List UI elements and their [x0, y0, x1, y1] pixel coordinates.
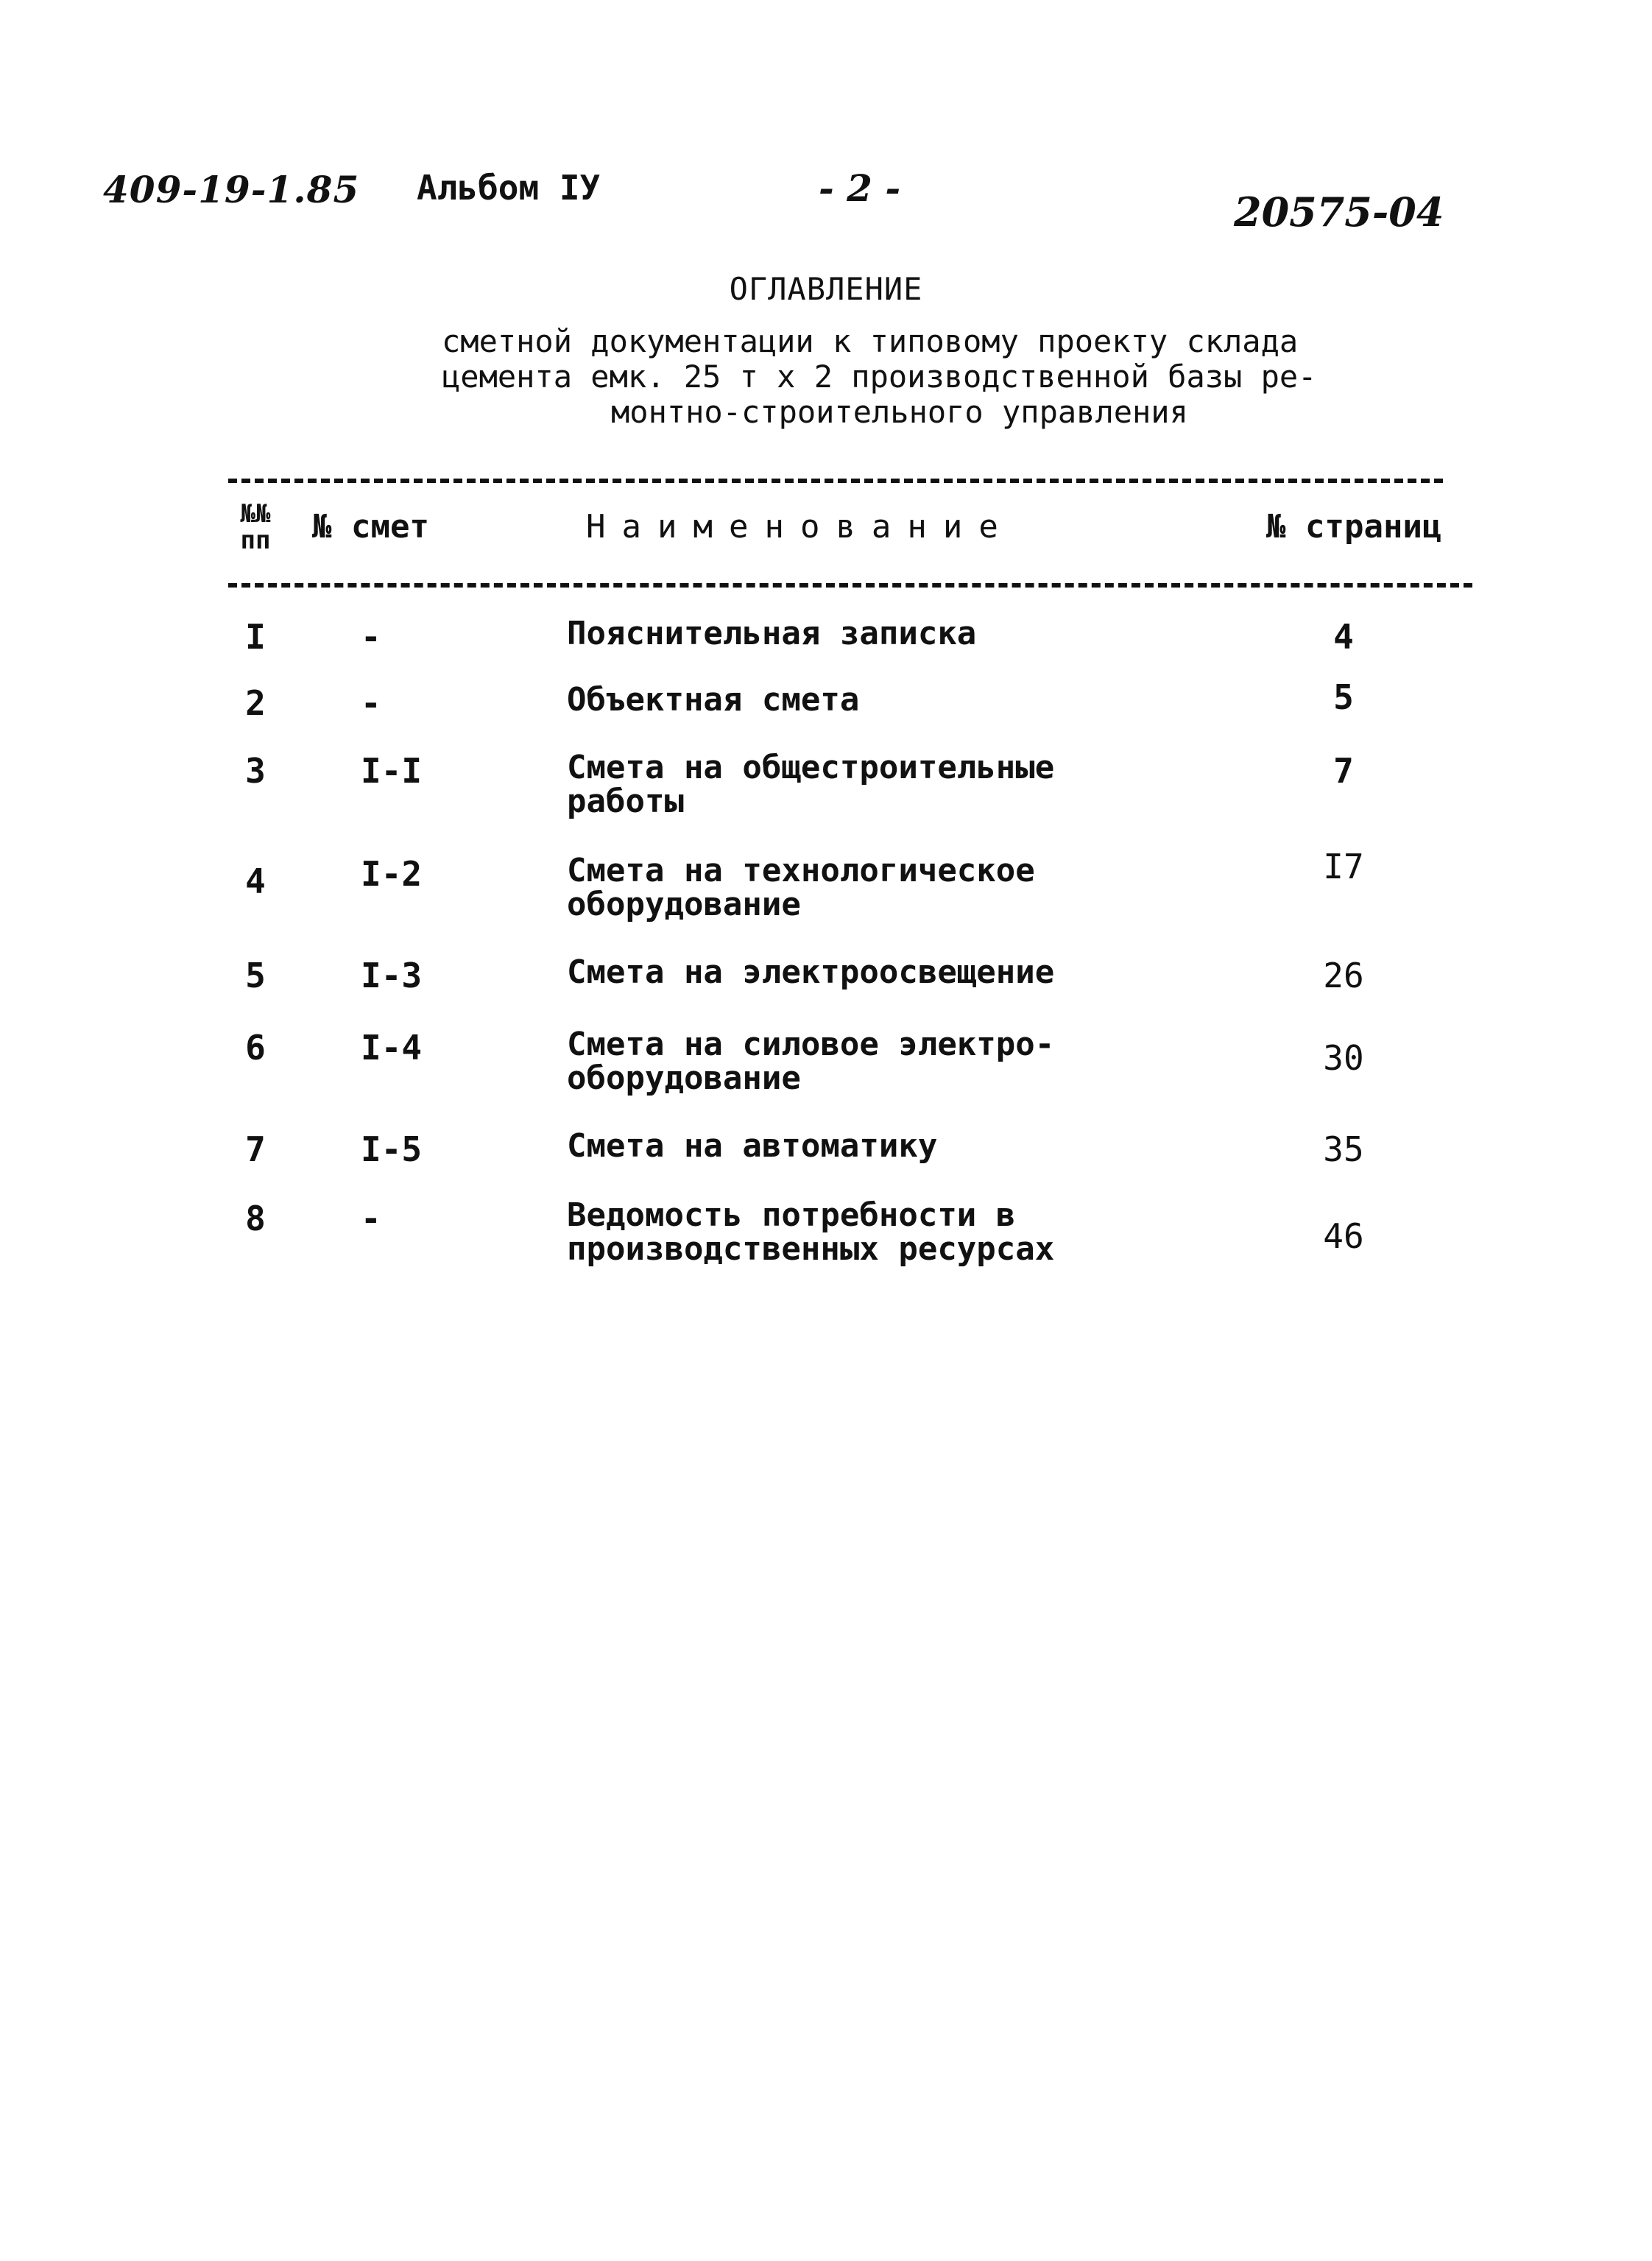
subtitle-line: цемента емк. 25 т х 2 производственной базы ре-: [442, 359, 1317, 395]
table-top-rule: [228, 479, 1443, 483]
row-number: 7: [245, 1129, 266, 1169]
row-estimate: -: [361, 617, 381, 657]
row-estimate: I-2: [361, 854, 423, 894]
row-number: 2: [245, 683, 266, 723]
page-number: - 2 -: [819, 166, 901, 210]
row-name: Объектная смета: [567, 681, 860, 719]
album-label: Альбом IУ: [417, 168, 601, 208]
row-estimate: I-3: [361, 956, 423, 995]
subtitle: [442, 324, 1487, 430]
row-page: 46: [1323, 1216, 1364, 1256]
page-title: ОГЛАВЛЕНИЕ: [729, 271, 923, 307]
row-page: 35: [1323, 1129, 1364, 1169]
row-name: Смета на электроосвещение: [567, 953, 1055, 991]
row-number: 4: [245, 861, 266, 901]
row-name: Смета на силовое электро- оборудование: [567, 1026, 1055, 1097]
row-page: 7: [1333, 751, 1354, 791]
row-page: 26: [1323, 956, 1364, 995]
row-estimate: -: [361, 683, 381, 723]
row-page: 4: [1333, 617, 1354, 657]
row-name: Ведомость потребности в производственных ресурсах: [567, 1196, 1055, 1268]
row-name: Пояснительная записка: [567, 615, 977, 652]
row-page: 5: [1333, 677, 1354, 717]
subtitle-line: сметной документации к типовому проекту склада: [442, 323, 1299, 359]
table-header-rule: [228, 583, 1472, 588]
row-page: 30: [1323, 1038, 1364, 1078]
column-header-name: Наименование: [586, 508, 1014, 546]
row-number: 5: [245, 956, 266, 995]
subtitle-line: монтно-строительного управления: [611, 394, 1188, 430]
document-number: 20575-04: [1234, 188, 1444, 236]
row-number: 3: [245, 751, 266, 791]
row-name: Смета на автоматику: [567, 1127, 938, 1165]
row-number: 8: [245, 1199, 266, 1238]
row-page: I7: [1323, 847, 1364, 886]
row-estimate: I-4: [361, 1028, 423, 1068]
row-name: Смета на общестроительные работы: [567, 749, 1055, 820]
column-header-pages: № страниц: [1266, 508, 1442, 546]
column-header-estimate: № смет: [312, 508, 429, 546]
row-estimate: I-5: [361, 1129, 423, 1169]
row-name: Смета на технологическое оборудование: [567, 852, 1035, 923]
row-number: I: [245, 617, 266, 657]
row-number: 6: [245, 1028, 266, 1068]
column-header-number: №№ пп: [240, 499, 271, 555]
document-code: 409-19-1.85: [103, 168, 360, 211]
row-estimate: I-I: [361, 751, 423, 791]
row-estimate: -: [361, 1199, 381, 1238]
